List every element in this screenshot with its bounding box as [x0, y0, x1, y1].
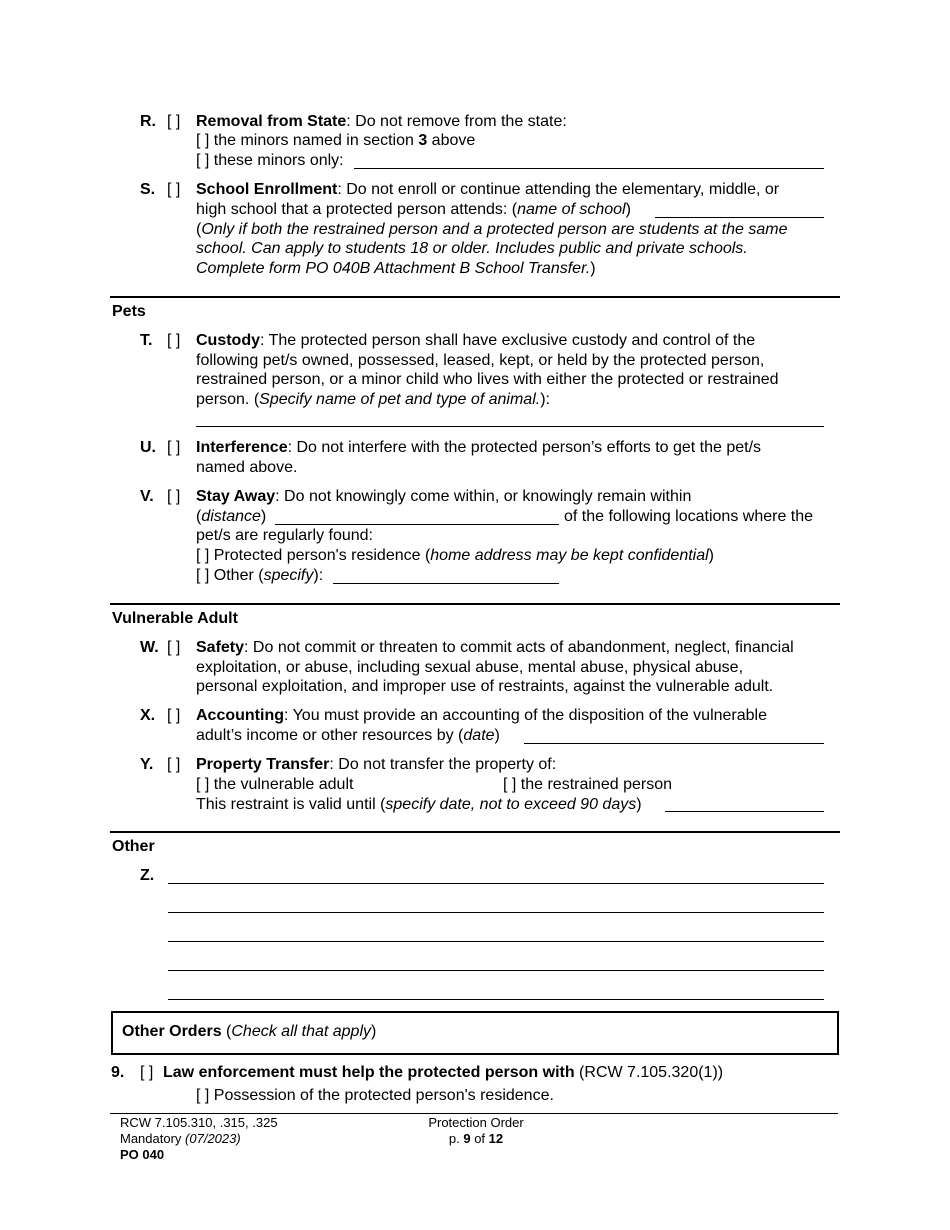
option-line[interactable]: [ ] these minors only:	[196, 152, 344, 169]
option-line[interactable]: [ ] the minors named in section 3 above	[196, 132, 476, 149]
item-label: W.	[140, 639, 159, 656]
fill-in-line[interactable]	[196, 426, 824, 427]
footer-page-number: p. 9 of 12	[448, 1131, 504, 1146]
item-text: Stay Away: Do not knowingly come within, or knowingly remain within	[196, 488, 692, 505]
item-label: U.	[140, 439, 156, 456]
other-orders-box	[111, 1011, 839, 1055]
item-text: Law enforcement must help the protected person with (RCW 7.105.320(1))	[163, 1064, 724, 1081]
item-text: Accounting: You must provide an accounting of the disposition of the vulnerable	[196, 707, 767, 724]
fill-in-line[interactable]	[524, 743, 824, 744]
section-heading-pets: Pets	[112, 303, 146, 320]
item-text: personal exploitation, and improper use of restraints, against the vulnerable adult.	[196, 678, 774, 695]
option-line[interactable]: [ ] the restrained person	[503, 776, 672, 793]
section-divider	[110, 831, 840, 833]
option-line[interactable]: [ ] Other (specify):	[196, 567, 324, 584]
checkbox[interactable]: [ ]	[167, 113, 181, 130]
item-text: School Enrollment: Do not enroll or continue attending the elementary, middle, or	[196, 181, 780, 198]
option-line[interactable]: [ ] Possession of the protected person's residence.	[196, 1087, 554, 1104]
footer-rcw: RCW 7.105.310, .315, .325	[120, 1115, 278, 1130]
item-text: Custody: The protected person shall have exclusive custody and control of the	[196, 332, 756, 349]
footer-form-number: PO 040	[120, 1147, 165, 1162]
item-title: Accounting	[196, 707, 284, 724]
section-divider	[110, 296, 840, 298]
checkbox[interactable]: [ ]	[167, 707, 181, 724]
item-text: Safety: Do not commit or threaten to commit acts of abandonment, neglect, financial	[196, 639, 794, 656]
item-text: adult’s income or other resources by (date)	[196, 727, 500, 744]
fill-in-line[interactable]	[168, 941, 824, 942]
item-title: School Enrollment	[196, 181, 338, 198]
note-text: (Only if both the restrained person and a protected person are students at the same	[196, 221, 788, 238]
item-text: This restraint is valid until (specify date, not to exceed 90 days)	[196, 796, 642, 813]
note-text: Complete form PO 040B Attachment B School Transfer.)	[196, 260, 596, 277]
item-number: 9.	[111, 1064, 125, 1081]
item-title: Custody	[196, 332, 260, 349]
checkbox[interactable]: [ ]	[167, 181, 181, 198]
checkbox[interactable]: [ ]	[167, 332, 181, 349]
checkbox[interactable]: [ ]	[167, 439, 181, 456]
item-label: S.	[140, 181, 156, 198]
checkbox[interactable]: [ ]	[167, 488, 181, 505]
footer-center	[424, 1115, 528, 1147]
item-title: Interference	[196, 439, 288, 456]
item-label: X.	[140, 707, 156, 724]
section-heading-other: Other	[112, 838, 155, 855]
item-text: pet/s are regularly found:	[196, 527, 373, 544]
item-title: Stay Away	[196, 488, 276, 505]
item-text: named above.	[196, 459, 298, 476]
note-text: school. Can apply to students 18 or older. Includes public and private schools.	[196, 240, 748, 257]
item-text: exploitation, or abuse, including sexual abuse, mental abuse, physical abuse,	[196, 659, 744, 676]
section-heading-vulnerable-adult: Vulnerable Adult	[112, 610, 238, 627]
other-orders-title: Other Orders (Check all that apply)	[122, 1023, 377, 1040]
footer-doc-title: Protection Order	[428, 1115, 524, 1130]
fill-in-line[interactable]	[168, 883, 824, 884]
item-text: Removal from State: Do not remove from the state:	[196, 113, 567, 130]
footer-mandatory: Mandatory (07/2023)	[120, 1131, 241, 1146]
fill-in-line[interactable]	[168, 912, 824, 913]
fill-in-line[interactable]	[275, 524, 559, 525]
item-text: high school that a protected person attends: (name of school)	[196, 201, 631, 218]
item-title: Removal from State	[196, 113, 347, 130]
item-title: Property Transfer	[196, 756, 330, 773]
item-title: Safety	[196, 639, 245, 656]
item-label: T.	[140, 332, 153, 349]
item-text: (distance)	[196, 508, 267, 525]
item-text: of the following locations where the	[564, 508, 814, 525]
item-label: Z.	[140, 867, 155, 884]
checkbox[interactable]: [ ]	[140, 1064, 154, 1081]
item-text: Interference: Do not interfere with the protected person’s efforts to get the pet/s	[196, 439, 762, 456]
item-label: R.	[140, 113, 156, 130]
item-text: person. (Specify name of pet and type of animal.):	[196, 391, 550, 408]
item-text: Property Transfer: Do not transfer the property of:	[196, 756, 557, 773]
fill-in-line[interactable]	[168, 970, 824, 971]
checkbox[interactable]: [ ]	[167, 756, 181, 773]
fill-in-line[interactable]	[655, 217, 824, 218]
option-line[interactable]: [ ] Protected person's residence (home address may be kept confidential)	[196, 547, 714, 564]
fill-in-line[interactable]	[354, 168, 824, 169]
section-divider	[110, 603, 840, 605]
option-line[interactable]: [ ] the vulnerable adult	[196, 776, 354, 793]
checkbox[interactable]: [ ]	[167, 639, 181, 656]
fill-in-line[interactable]	[168, 999, 824, 1000]
footer-divider	[110, 1113, 838, 1114]
fill-in-line[interactable]	[333, 583, 559, 584]
item-text: following pet/s owned, possessed, leased, kept, or held by the protected person,	[196, 352, 765, 369]
footer-left	[120, 1115, 278, 1163]
item-label: Y.	[140, 756, 154, 773]
fill-in-line[interactable]	[665, 811, 824, 812]
item-title: Law enforcement must help the protected person with	[163, 1064, 575, 1081]
item-label: V.	[140, 488, 154, 505]
item-text: restrained person, or a minor child who lives with either the protected or restrained	[196, 371, 779, 388]
